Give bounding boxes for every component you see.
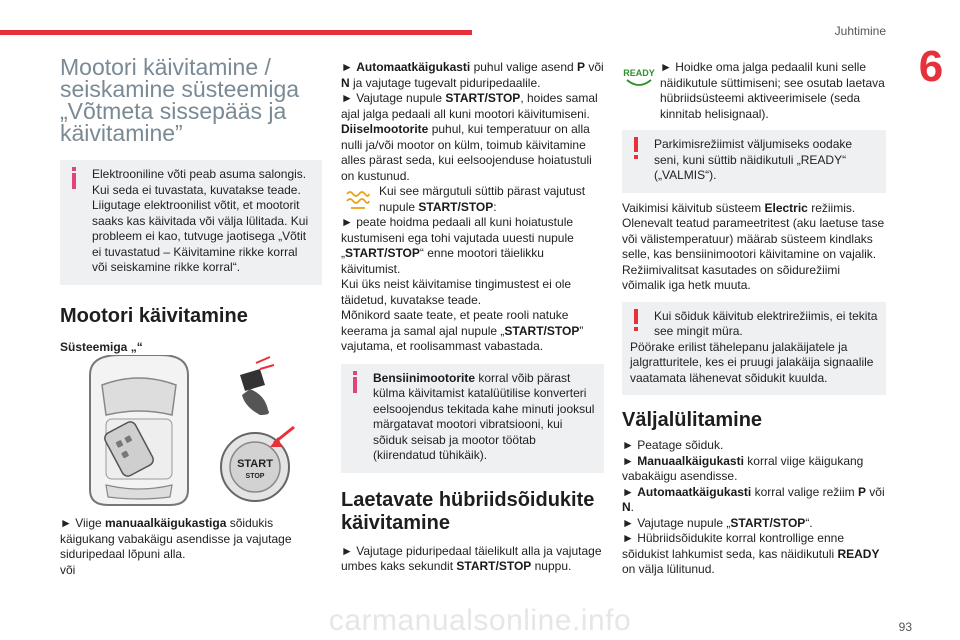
chapter-number: 6 — [918, 42, 944, 91]
ready-indicator-icon — [622, 60, 656, 94]
page-number: 93 — [898, 620, 912, 634]
silent-warning-text-a: Kui sõiduk käivitub elektrirežiimis, ei tekita see mingit müra. — [654, 308, 878, 338]
ready-instruction: ► Hoidke oma jalga pedaalil kuni selle näidikutule süttimiseni; see osutab laetava hübriidsüsteemi aktiveerimisele (seda kinnitab helisignaal). — [660, 60, 885, 121]
section-heading-start: Mootori käivitamine — [60, 304, 248, 327]
stop-label: STOP — [245, 473, 265, 480]
stop-step-5: ► Hübriidsõidukite korral kontrollige enne sõidukist lahkumist seda, kas näidikutuli READY on välja lülitunud. — [622, 531, 880, 576]
silent-warning-note — [622, 302, 886, 396]
hold-pedal-instruction: ► peate hoidma pedaali all kuni hoiatustule kustumiseni ega tohi vajutada uuesti nupule „START/STOP“ enne mootori täielikku käivitumist. — [341, 215, 574, 276]
system-label: Süsteemiga „“ — [60, 339, 143, 354]
foot-on-pedal-icon — [240, 357, 274, 415]
stop-step-2: ► Manuaalkäigukasti korral viige käigukang vabakäigu asendisse. — [622, 453, 864, 483]
info-icon — [350, 371, 360, 398]
engine-decision-text: Olenevalt teatud parameetritest (aku laetuse tase või välistemperatuur) määrab süsteem kindlaks selle, kas bensiinimootori käivitamine on vajalik. — [622, 216, 885, 261]
start-label: START — [237, 458, 273, 470]
page-title: Mootori käivitamine / seiskamine süsteemiga „Võtmeta sissepääs ja käivitamine” — [60, 54, 300, 146]
manual-gearbox-instruction: ► Viige manuaalkäigukastiga sõidukis käigukang vabakäigu asendisse ja vajutage siduripedaal lõpuni alla. — [60, 516, 292, 561]
electric-mode-text: Vaikimisi käivitub süsteem Electric režiimis. — [622, 200, 856, 215]
warning-icon — [631, 137, 641, 166]
left-column-lower — [60, 516, 322, 578]
stop-step-1: ► Peatage sõiduk. — [622, 438, 724, 452]
middle-column — [341, 60, 604, 575]
header-accent-bar — [0, 30, 472, 35]
glow-plug-warning-icon — [341, 184, 375, 214]
stop-step-3: ► Automaatkäigukasti korral valige režiim P või N. — [622, 484, 885, 514]
condition-message-text: Kui üks neist käivitamise tingimustest ei ole täidetud, kuvatakse teade. — [341, 277, 572, 307]
petrol-info-note — [341, 364, 604, 473]
svg-text:READY: READY — [623, 68, 655, 78]
petrol-note-text: Bensiinimootorite korral võib pärast külma käivitamist katalüütilise konverteri eelsoojendus tekitada kahe minuti jooksul märgatavat mootori vibratsiooni, kui sõiduk seisab ja mootor töötab (kiirendatud tühikäik). — [373, 370, 595, 462]
silent-warning-text-b: Pöörake erilist tähelepanu jalakäijatele ja jalgratturitele, kes ei pruugi jalakäija signaalile vaatamata lähenevat sõidukit kuulda. — [630, 339, 874, 385]
left-column — [60, 56, 322, 355]
start-stop-button — [221, 427, 294, 501]
parking-warning-text: Parkimisrežiimist väljumiseks oodake seni, kuni süttib näidikutuli „READY“ („VALMIS“). — [654, 137, 853, 182]
diesel-note: Diiselmootorite puhul, kui temperatuur on alla nulli ja/või mootor on külm, toimub käivitamine alles pärast seda, kui eelsoojenduse hoiatustuli on kustunud. — [341, 122, 592, 183]
watermark: carmanualsonline.info — [328, 604, 632, 637]
steering-lock-text: Mõnikord saate teate, et peate rooli natuke keerama ja samal ajal nupule „START/STOP” vajutama, et roolisammast vabastada. — [341, 308, 584, 353]
hybrid-start-instruction: ► Vajutage piduripedaal täielikult alla ja vajutage umbes kaks sekundit START/STOP nuppu. — [341, 543, 602, 573]
lamp-text: Kui see märgutuli süttib pärast vajutust nupule START/STOP: — [379, 184, 586, 214]
right-column — [622, 60, 886, 578]
info-note — [60, 160, 322, 285]
glow-plug-row — [341, 184, 604, 215]
keyless-start-illustration — [60, 355, 310, 510]
info-note-text: Elektrooniline võti peab asuma salongis. Kui seda ei tuvastata, kuvatakse teade. Liigutage elektroonilist võtit, et mootorit saaks kas käivitada või välja lülitada. Kui probleem ei kao, tutvuge jaotisega „Võtit ei tuvastatud – Käivitamine rikke korral või seiskamine rikke korral“. — [92, 167, 309, 274]
mode-selector-text: Režiimivalitsat kasutades on sõidurežiimi võimalik iga hetk muuta. — [622, 262, 841, 292]
or-text: või — [60, 562, 76, 577]
section-title: Juhtimine — [834, 24, 886, 38]
info-icon — [69, 167, 79, 194]
stop-step-4: ► Vajutage nupule „START/STOP“. — [622, 515, 813, 530]
press-start-instruction: ► Vajutage nupule START/STOP, hoides samal ajal jalga pedaali all kuni mootori käivitumiseni. — [341, 91, 598, 121]
warning-icon — [631, 309, 641, 338]
ready-row — [622, 60, 886, 122]
section-heading-hybrid: Laetavate hübriidsõidukite käivitamine — [341, 488, 595, 534]
parking-warning-note — [622, 130, 886, 193]
auto-gearbox-instruction: ► Automaatkäigukasti puhul valige asend P või N ja vajutage tugevalt piduripedaalile. — [341, 60, 604, 90]
section-heading-stop: Väljalülitamine — [622, 409, 763, 431]
